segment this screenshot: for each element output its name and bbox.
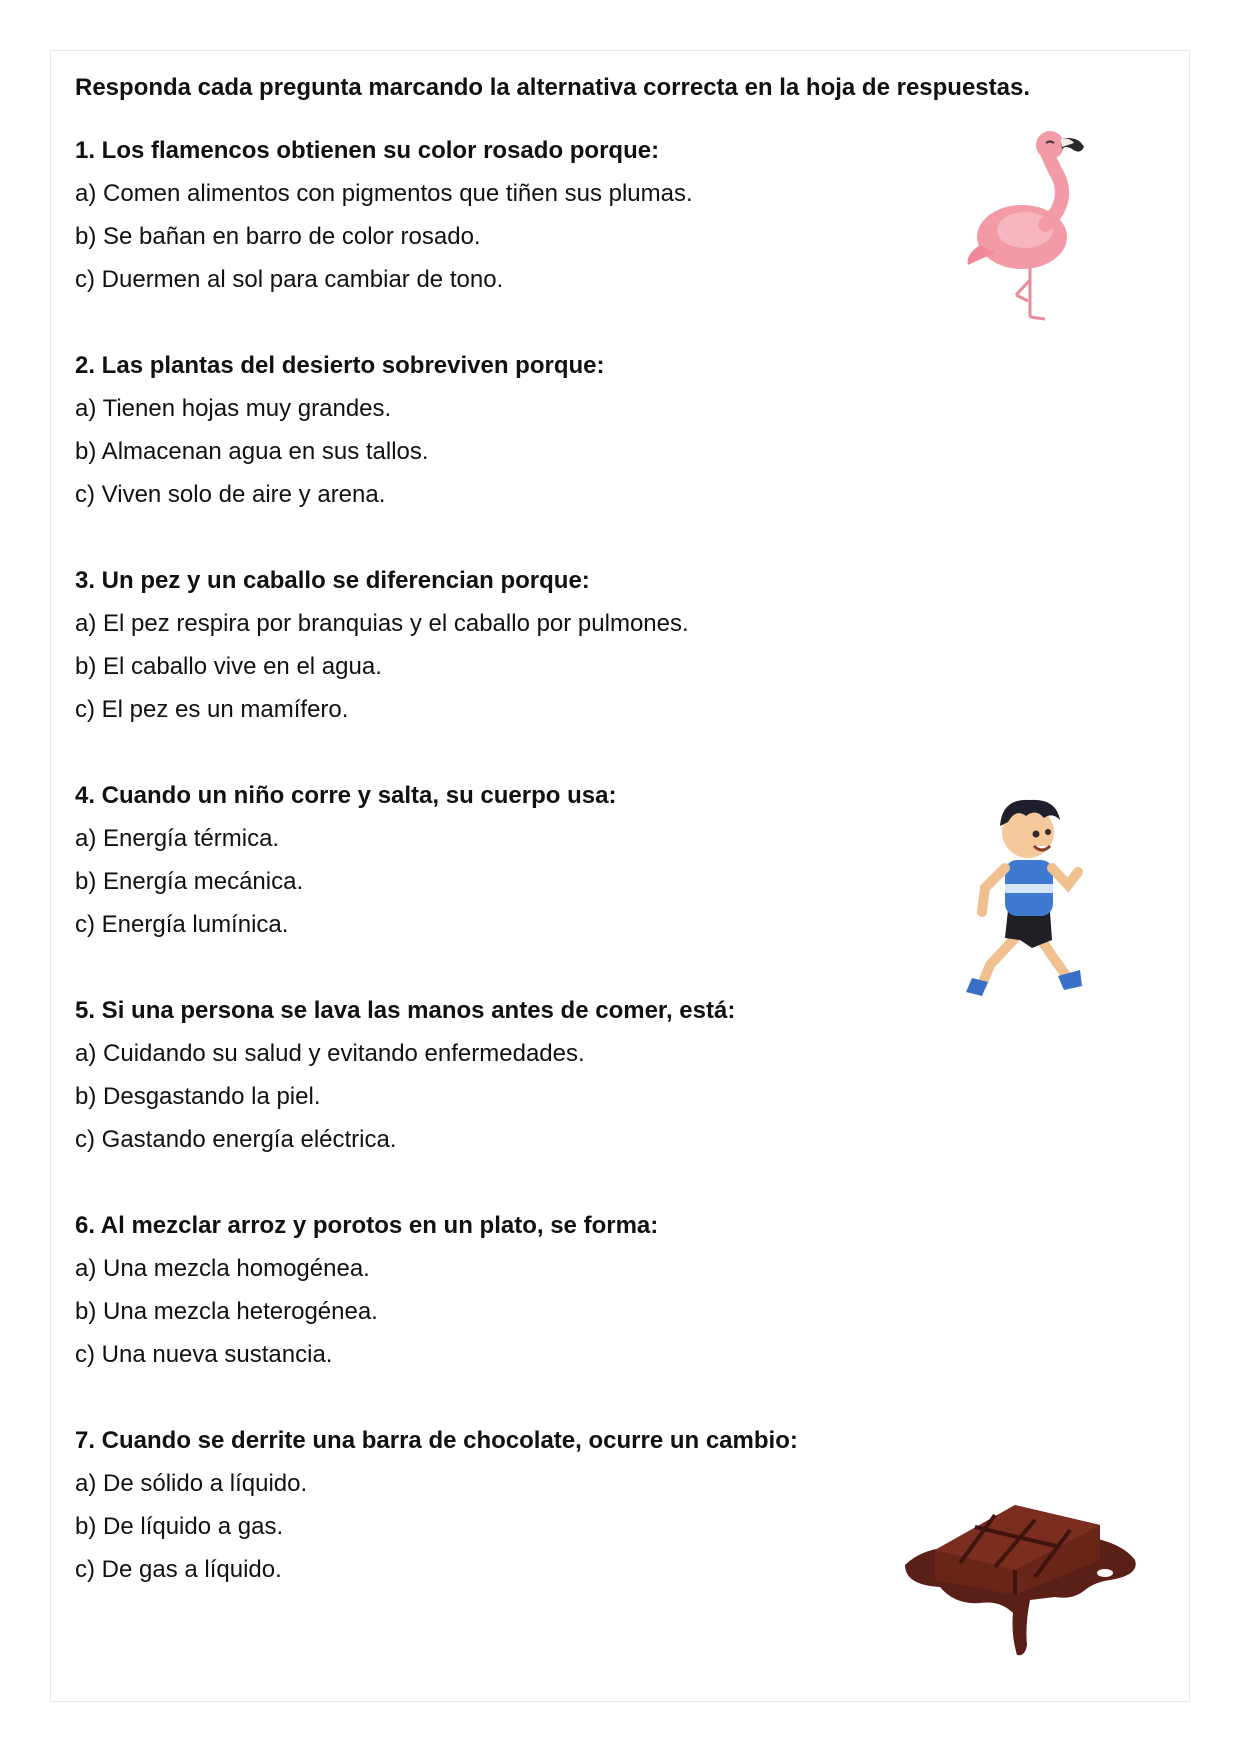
option-a: a) De sólido a líquido.	[75, 1470, 308, 1497]
option-c: c) Viven solo de aire y arena.	[75, 481, 386, 508]
option-c: c) De gas a líquido.	[75, 1556, 282, 1583]
question-title: 3. Un pez y un caballo se diferencian porque:	[75, 567, 590, 594]
option-c: c) Energía lumínica.	[75, 911, 289, 938]
option-a: a) Energía térmica.	[75, 825, 280, 852]
melting-chocolate-illustration	[895, 1485, 1145, 1660]
question-1	[75, 137, 975, 309]
option-b: b) Se bañan en barro de color rosado.	[75, 223, 481, 250]
running-boy-illustration	[960, 790, 1095, 1005]
option-b: b) De líquido a gas.	[75, 1513, 284, 1540]
option-c: c) Una nueva sustancia.	[75, 1341, 333, 1368]
option-b: b) Desgastando la piel.	[75, 1083, 321, 1110]
option-a: a) Comen alimentos con pigmentos que tiñen sus plumas.	[75, 180, 693, 207]
option-c: c) Gastando energía eléctrica.	[75, 1126, 397, 1153]
option-b: b) Energía mecánica.	[75, 868, 304, 895]
instructions-text: Responda cada pregunta marcando la alternativa correcta en la hoja de respuestas.	[75, 74, 1031, 101]
question-5	[75, 997, 975, 1169]
flamingo-illustration	[950, 125, 1100, 325]
option-c: c) El pez es un mamífero.	[75, 696, 349, 723]
option-a: a) Una mezcla homogénea.	[75, 1255, 370, 1282]
question-title: 2. Las plantas del desierto sobreviven porque:	[75, 352, 605, 379]
option-b: b) El caballo vive en el agua.	[75, 653, 382, 680]
question-title: 5. Si una persona se lava las manos antes de comer, está:	[75, 997, 736, 1024]
question-title: 6. Al mezclar arroz y porotos en un plato, se forma:	[75, 1212, 659, 1239]
question-2	[75, 352, 975, 524]
option-b: b) Almacenan agua en sus tallos.	[75, 438, 429, 465]
question-title: 1. Los flamencos obtienen su color rosado porque:	[75, 137, 660, 164]
question-7	[75, 1427, 975, 1599]
question-6	[75, 1212, 975, 1384]
question-title: 4. Cuando un niño corre y salta, su cuerpo usa:	[75, 782, 617, 809]
question-4	[75, 782, 975, 954]
question-3	[75, 567, 975, 739]
option-b: b) Una mezcla heterogénea.	[75, 1298, 378, 1325]
option-a: a) Cuidando su salud y evitando enfermedades.	[75, 1040, 585, 1067]
option-c: c) Duermen al sol para cambiar de tono.	[75, 266, 504, 293]
question-title: 7. Cuando se derrite una barra de chocolate, ocurre un cambio:	[75, 1427, 798, 1454]
option-a: a) El pez respira por branquias y el caballo por pulmones.	[75, 610, 689, 637]
option-a: a) Tienen hojas muy grandes.	[75, 395, 392, 422]
